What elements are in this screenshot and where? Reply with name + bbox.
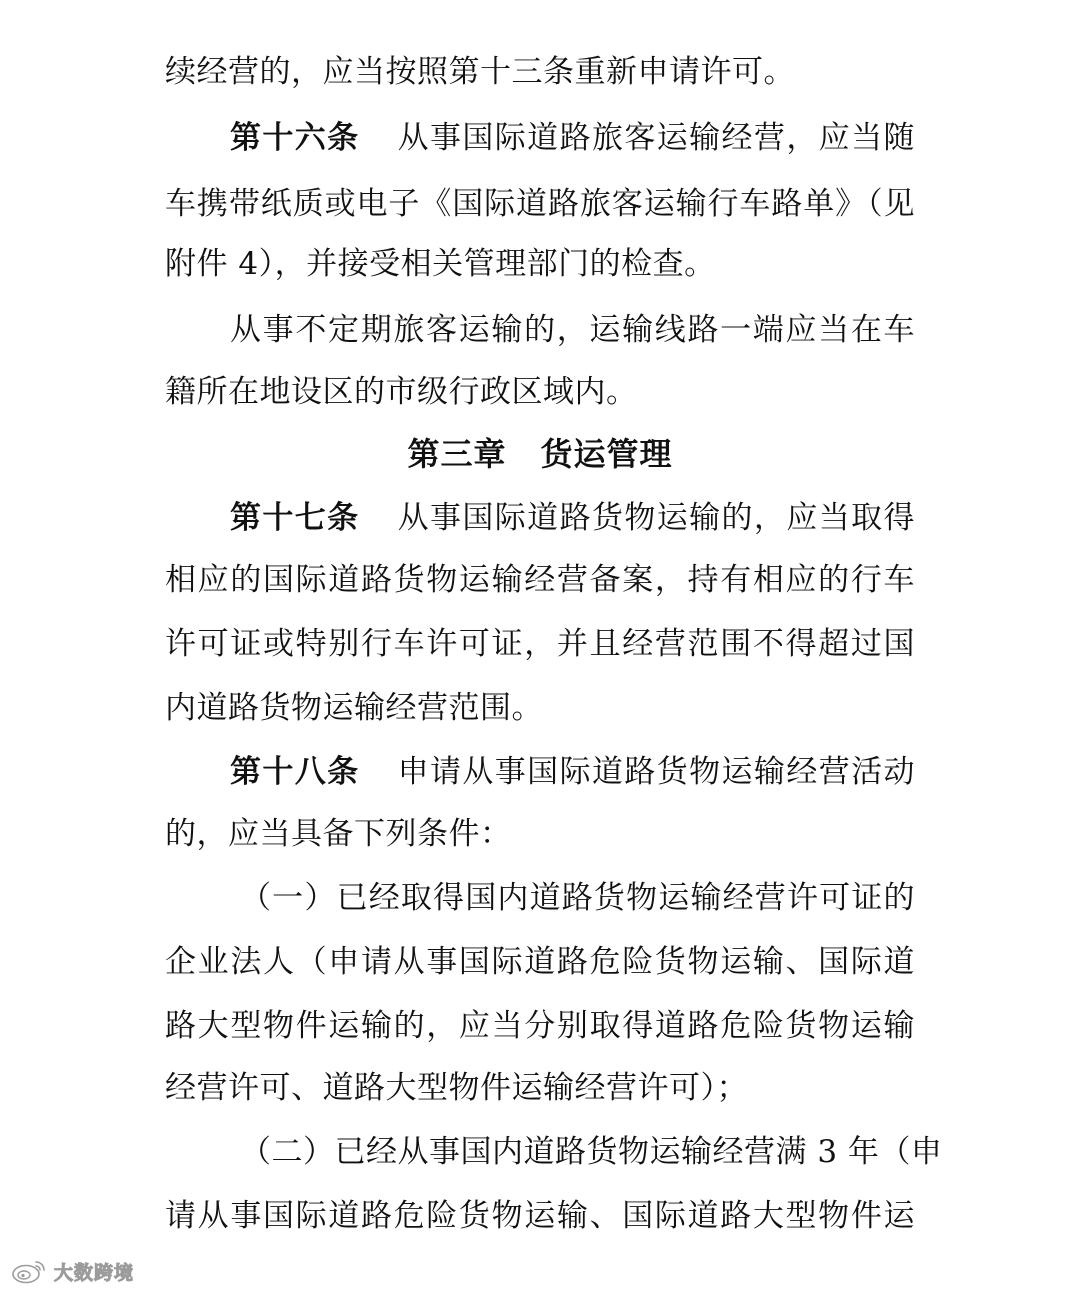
line-text: 相应的国际道路货物运输经营备案，持有相应的行车 [165, 562, 915, 598]
text-line [165, 244, 915, 284]
list-item-1 [240, 878, 915, 918]
line-text: 籍所在地设区的市级行政区域内。 [165, 374, 638, 410]
line-text: 企业法人（申请从事国际道路危险货物运输、国际道 [165, 944, 915, 980]
line-text: 从事国际道路旅客运输经营，应当随 [397, 120, 916, 156]
text-line [165, 560, 915, 600]
line-text: 许可证或特别行车许可证，并且经营范围不得超过国 [165, 626, 915, 662]
line-text: 的，应当具备下列条件： [165, 816, 512, 852]
text-line [165, 942, 915, 982]
line-text: 内道路货物运输经营范围。 [165, 690, 543, 726]
chapter-title: 货运管理 [540, 435, 673, 473]
line-text: （一）已经取得国内道路货物运输经营许可证的 [240, 880, 915, 916]
text-line [165, 1196, 915, 1236]
article-17-line [230, 498, 915, 538]
text-line [165, 372, 915, 412]
line-text: 申请从事国际道路货物运输经营活动 [397, 754, 916, 790]
watermark [10, 1256, 134, 1286]
text-line [165, 1068, 915, 1108]
article-number: 第十八条 [230, 754, 360, 790]
text-line [165, 814, 915, 854]
watermark-text: 大数跨境 [54, 1261, 135, 1284]
chapter-number: 第三章 [407, 435, 507, 473]
line-text: 从事国际道路货物运输的，应当取得 [397, 500, 916, 536]
line-text: 续经营的，应当按照第十三条重新申请许可。 [165, 54, 795, 90]
line-text: 附件 4），并接受相关管理部门的检查。 [165, 246, 716, 282]
text-line [165, 52, 915, 92]
text-line [165, 1006, 915, 1046]
chapter-heading [0, 432, 1080, 476]
line-text: 请从事国际道路危险货物运输、国际道路大型物件运 [165, 1198, 915, 1234]
line-text: 车携带纸质或电子《国际道路旅客运输行车路单》（见 [165, 186, 915, 222]
article-number: 第十六条 [230, 120, 360, 156]
line-text: 路大型物件运输的，应当分别取得道路危险货物运输 [165, 1008, 915, 1044]
article-number: 第十七条 [230, 500, 360, 536]
list-item-2 [240, 1132, 943, 1172]
article-16-line [230, 118, 915, 158]
text-line [165, 624, 915, 664]
line-text: （二）已经从事国内道路货物运输经营满 3 年（申 [240, 1134, 943, 1170]
text-line [230, 310, 915, 350]
line-text: 经营许可、道路大型物件运输经营许可）； [165, 1070, 748, 1106]
article-18-line [230, 752, 915, 792]
weibo-logo-icon [10, 1258, 48, 1284]
line-text: 从事不定期旅客运输的，运输线路一端应当在车 [230, 312, 915, 348]
text-line [165, 688, 915, 728]
text-line [165, 184, 915, 224]
